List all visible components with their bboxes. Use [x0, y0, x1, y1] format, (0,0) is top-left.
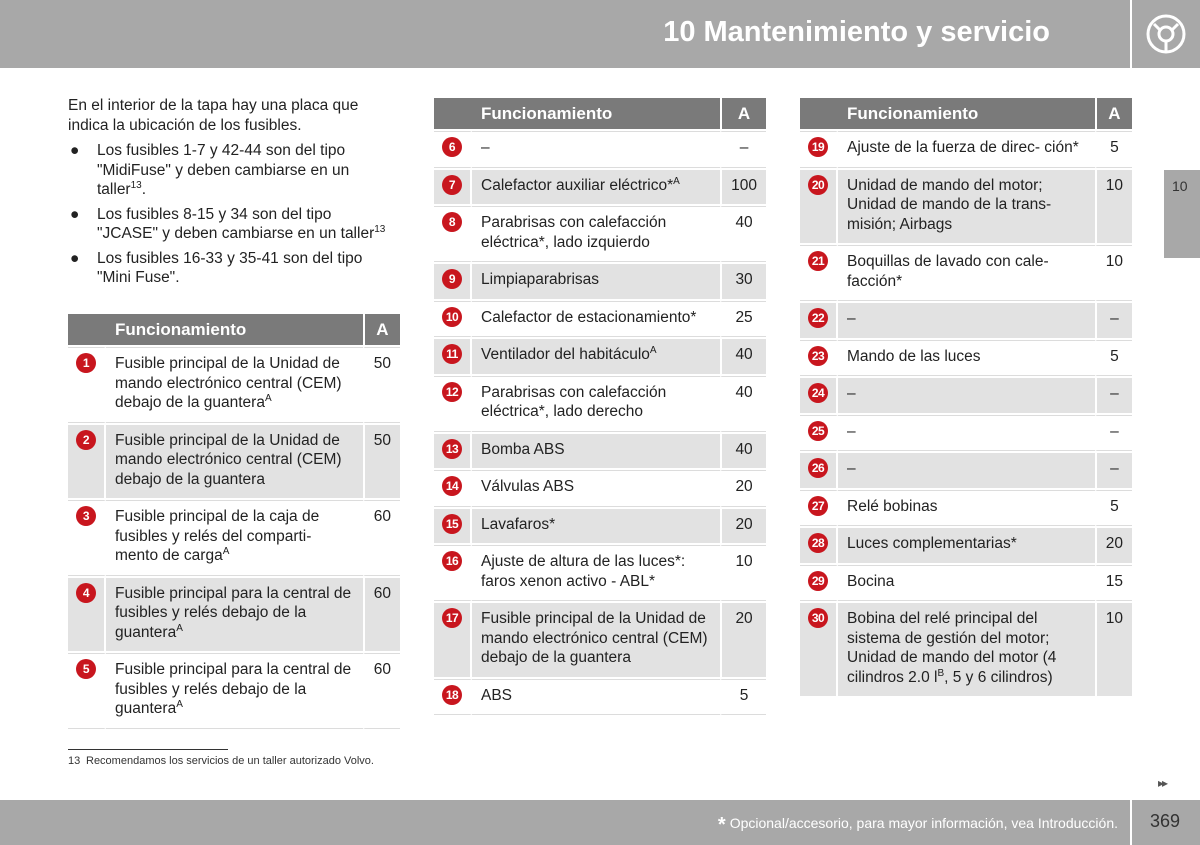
- fuse-amp-cell: 60: [363, 653, 400, 729]
- fuse-function-text: Ajuste de la fuerza de direc- ción*: [847, 139, 1079, 156]
- fuse-function-text: –: [847, 385, 856, 402]
- fuse-function-cell: [838, 453, 1095, 488]
- fuse-amp-cell: –: [720, 131, 766, 168]
- fuse-number-badge: 1: [76, 353, 96, 373]
- fuse-number-badge: 10: [442, 307, 462, 327]
- fuse-function-text: Válvulas ABS: [481, 478, 575, 495]
- fuse-number-cell: [800, 603, 838, 696]
- fuse-amp-cell: 20: [1095, 528, 1132, 563]
- page-number: 369: [1150, 811, 1181, 831]
- fuse-number-badge: 28: [808, 533, 828, 553]
- fuse-footnote-ref: A: [176, 622, 183, 634]
- fuse-row: [68, 578, 400, 652]
- intro-section: [68, 96, 388, 293]
- fuse-function-text: Bomba ABS: [481, 440, 565, 458]
- fuse-function-cell: [106, 500, 363, 576]
- fuse-function-cell: [838, 170, 1095, 244]
- table-header-row: [68, 314, 400, 345]
- fuse-function-cell: [838, 303, 1095, 338]
- footnote: [68, 755, 374, 767]
- bullet-text: Los fusibles 8-15 y 34 son del tipo "JCASE" y deben cambiarse en un taller: [97, 205, 375, 242]
- fuse-amp-cell: 25: [720, 301, 766, 338]
- fuse-amp-cell: 10: [1095, 170, 1132, 244]
- fuse-row: [800, 131, 1132, 168]
- fuse-number-cell: [434, 339, 472, 374]
- fuse-amp-cell: 10: [720, 545, 766, 601]
- fuse-number-cell: [800, 245, 838, 301]
- fuse-row: [434, 131, 766, 168]
- fuse-number-cell: [800, 131, 838, 168]
- fuse-number-badge: 29: [808, 571, 828, 591]
- fuse-number-badge: 15: [442, 514, 462, 534]
- fuse-number-badge: 16: [442, 551, 462, 571]
- fuse-function-cell: [838, 490, 1095, 527]
- fuse-function-text: Parabrisas con calefacción eléctrica*, lado izquierdo: [481, 214, 667, 251]
- fuse-amp-cell: 40: [720, 206, 766, 262]
- fuse-function-cell: [472, 131, 720, 168]
- chapter-title: 10 Mantenimiento y servicio: [663, 16, 1050, 48]
- fuse-function-cell: [472, 170, 720, 205]
- fuse-number-badge: 24: [808, 383, 828, 403]
- fuse-amp-cell: 20: [720, 470, 766, 507]
- fuse-number-cell: [68, 500, 106, 576]
- fuse-number-badge: 19: [808, 137, 828, 157]
- fuse-amp-cell: 20: [720, 603, 766, 677]
- fuse-row: [434, 170, 766, 205]
- fuse-function-cell: [838, 528, 1095, 563]
- fuse-row: [800, 303, 1132, 338]
- wrench-gear-icon: [1144, 12, 1188, 56]
- fuse-function-text: ABS: [481, 686, 513, 704]
- footnote-text: Recomendamos los servicios de un taller autorizado Volvo.: [86, 755, 374, 767]
- fuse-amp-cell: 40: [720, 339, 766, 374]
- fuse-number-badge: 30: [808, 608, 828, 628]
- fuse-function-cell: [472, 545, 720, 601]
- fuse-number-cell: [434, 679, 472, 716]
- bullet-dot-icon: ●: [70, 249, 80, 267]
- fuse-amp-cell: 15: [1095, 565, 1132, 602]
- fuse-number-badge: 8: [442, 212, 462, 232]
- fuse-row: [434, 603, 766, 677]
- fuse-function-text: Calefactor auxiliar eléctrico*: [481, 176, 674, 194]
- header-num-cell: [68, 314, 106, 345]
- chapter-side-tab[interactable]: [1164, 170, 1200, 258]
- chapter-icon-box: [1132, 0, 1200, 68]
- table-header-row: [434, 98, 766, 129]
- fuse-function-cell: [838, 415, 1095, 452]
- fuse-function-text: Relé bobinas: [847, 497, 938, 515]
- fuse-function-cell: [838, 340, 1095, 377]
- fuse-function-cell: [472, 509, 720, 544]
- fuse-row: [800, 170, 1132, 244]
- fuse-type-bullet: [68, 141, 388, 200]
- fuse-row: [800, 415, 1132, 452]
- fuse-row: [434, 206, 766, 262]
- fuse-amp-cell: 5: [1095, 340, 1132, 377]
- fuse-function-cell: [838, 245, 1095, 301]
- fuse-number-badge: 22: [808, 308, 828, 328]
- fuse-function-text: –: [847, 422, 856, 440]
- bullet-text: Los fusibles 16-33 y 35-41 son del tipo "Mini Fuse".: [97, 249, 363, 286]
- fuse-function-text: Fusible principal para la central de fusibles y relés debajo de la guantera: [115, 661, 352, 717]
- fuse-number-cell: [434, 434, 472, 469]
- fuse-row: [800, 603, 1132, 696]
- fuse-number-cell: [800, 565, 838, 602]
- fuse-amp-cell: 10: [1095, 245, 1132, 301]
- footnote-number: 13: [68, 755, 81, 767]
- fuse-number-badge: 23: [808, 346, 828, 366]
- fuse-amp-cell: 40: [720, 434, 766, 469]
- header-amp: A: [720, 98, 766, 129]
- bullet-text: Los fusibles 1-7 y 42-44 son del tipo "MidiFuse" y deben cambiarse en un taller: [97, 142, 350, 198]
- fuse-type-bullet: [68, 205, 388, 244]
- header-num-cell: [434, 98, 472, 129]
- fuse-function-text: –: [481, 139, 490, 156]
- fuse-number-badge: 27: [808, 496, 828, 516]
- fuse-function-text: Lavafaros*: [481, 515, 556, 533]
- fuse-amp-cell: 50: [363, 425, 400, 499]
- fuse-row: [434, 264, 766, 299]
- fuse-row: [800, 340, 1132, 377]
- fuse-function-text: –: [847, 460, 856, 477]
- fuse-function-cell: [106, 347, 363, 423]
- fuse-row: [800, 565, 1132, 602]
- fuse-number-cell: [68, 653, 106, 729]
- fuse-number-badge: 11: [442, 344, 462, 364]
- footer-star: *: [717, 814, 726, 836]
- fuse-amp-cell: 5: [720, 679, 766, 716]
- fuse-number-badge: 26: [808, 458, 828, 478]
- fuse-number-cell: [68, 347, 106, 423]
- fuse-function-text: Fusible principal de la caja de fusibles y relés del comparti- mento de carga: [115, 508, 320, 564]
- fuse-function-text: Fusible principal de la Unidad de mando electrónico central (CEM) debajo de la guantera: [481, 610, 708, 666]
- fuse-function-cell: [472, 206, 720, 262]
- fuse-footnote-ref: A: [673, 175, 680, 187]
- fuse-footnote-ref: A: [176, 698, 183, 710]
- fuse-function-cell: [472, 470, 720, 507]
- fuse-number-badge: 9: [442, 269, 462, 289]
- fuse-amp-cell: 5: [1095, 490, 1132, 527]
- fuse-function-text: –: [847, 310, 856, 327]
- fuse-number-badge: 6: [442, 137, 462, 157]
- fuse-amp-cell: –: [1095, 378, 1132, 413]
- fuse-number-cell: [434, 264, 472, 299]
- fuse-function-cell: [838, 603, 1095, 696]
- fuse-amp-cell: 5: [1095, 131, 1132, 168]
- bullet-dot-icon: ●: [70, 142, 80, 159]
- fuse-number-badge: 17: [442, 608, 462, 628]
- bullet-tail: .: [141, 181, 147, 198]
- header-amp: A: [1095, 98, 1132, 129]
- chapter-side-tab-label: 10: [1172, 178, 1188, 194]
- fuse-number-cell: [68, 578, 106, 652]
- header-amp: A: [363, 314, 400, 345]
- fuse-row: [434, 434, 766, 469]
- footer-text: Opcional/accesorio, para mayor información, vea Introducción.: [729, 815, 1118, 831]
- fuse-function-cell: [472, 339, 720, 374]
- fuse-number-badge: 7: [442, 175, 462, 195]
- table-header-row: [800, 98, 1132, 129]
- fuse-number-cell: [800, 415, 838, 452]
- fuse-number-cell: [800, 340, 838, 377]
- fuse-function-cell: [106, 425, 363, 499]
- fuse-number-cell: [434, 470, 472, 507]
- fuse-number-cell: [434, 509, 472, 544]
- fuse-function-cell: [106, 578, 363, 652]
- footer-note: [718, 814, 1118, 837]
- fuse-row: [68, 347, 400, 423]
- fuse-number-badge: 21: [808, 251, 828, 271]
- fuse-function-cell: [838, 131, 1095, 168]
- fuse-row: [800, 378, 1132, 413]
- fuse-number-cell: [434, 206, 472, 262]
- fuse-row: [434, 679, 766, 716]
- fuse-function-text: Mando de las luces: [847, 347, 981, 365]
- fuse-number-badge: 4: [76, 583, 96, 603]
- fuse-number-cell: [800, 528, 838, 563]
- fuse-function-text: Bobina del relé principal del sistema de gestión del motor; Unidad de mando del motor (4 cilindros 2.0 l: [847, 610, 1057, 686]
- fuse-number-badge: 14: [442, 476, 462, 496]
- fuse-function-text: Bocina: [847, 572, 895, 590]
- fuse-row: [68, 653, 400, 729]
- fuse-amp-cell: 40: [720, 376, 766, 432]
- fuse-table-3: [800, 96, 1132, 698]
- fuse-number-cell: [800, 303, 838, 338]
- fuse-table-2: [434, 96, 766, 717]
- header-function: Funcionamiento: [472, 98, 720, 129]
- fuse-row: [434, 470, 766, 507]
- fuse-amp-cell: –: [1095, 453, 1132, 488]
- fuse-number-cell: [68, 425, 106, 499]
- fuse-function-text: Fusible principal de la Unidad de mando electrónico central (CEM) debajo de la guantera: [115, 431, 342, 488]
- fuse-function-cell: [106, 653, 363, 729]
- continue-arrows-icon[interactable]: ▸▸: [1158, 776, 1167, 790]
- fuse-row: [800, 245, 1132, 301]
- fuse-number-badge: 25: [808, 421, 828, 441]
- fuse-amp-cell: 20: [720, 509, 766, 544]
- fuse-number-cell: [434, 603, 472, 677]
- fuse-number-cell: [434, 545, 472, 601]
- fuse-amp-cell: 60: [363, 500, 400, 576]
- fuse-row: [434, 545, 766, 601]
- fuse-number-badge: 2: [76, 430, 96, 450]
- fuse-row: [434, 301, 766, 338]
- fuse-function-cell: [838, 565, 1095, 602]
- fuse-table-1: [68, 312, 400, 731]
- intro-text: En el interior de la tapa hay una placa que indica la ubicación de los fusibles.: [68, 97, 359, 134]
- fuse-row: [800, 528, 1132, 563]
- fuse-row: [800, 453, 1132, 488]
- fuse-function-text: Unidad de mando del motor; Unidad de mando de la trans- misión; Airbags: [847, 176, 1052, 233]
- fuse-number-cell: [800, 170, 838, 244]
- fuse-function-text: Ventilador del habitáculo: [481, 346, 650, 363]
- fuse-function-cell: [472, 301, 720, 338]
- fuse-number-cell: [800, 378, 838, 413]
- fuse-number-badge: 3: [76, 506, 96, 526]
- fuse-function-tail: , 5 y 6 cilindros): [944, 668, 1053, 686]
- fuse-number-badge: 12: [442, 382, 462, 402]
- fuse-function-text: Limpiaparabrisas: [481, 271, 600, 288]
- fuse-number-cell: [434, 301, 472, 338]
- fuse-amp-cell: 100: [720, 170, 766, 205]
- fuse-number-badge: 20: [808, 175, 828, 195]
- fuse-function-text: Fusible principal para la central de fusibles y relés debajo de la guantera: [115, 584, 352, 641]
- fuse-amp-cell: 50: [363, 347, 400, 423]
- fuse-row: [434, 339, 766, 374]
- fuse-number-cell: [800, 453, 838, 488]
- fuse-footnote-ref: A: [222, 545, 230, 557]
- page-number-box: [1132, 800, 1200, 845]
- fuse-type-bullet: [68, 249, 388, 288]
- page-footer: [0, 800, 1130, 845]
- fuse-amp-cell: 10: [1095, 603, 1132, 696]
- fuse-function-text: Ajuste de altura de las luces*: faros xenon activo - ABL*: [481, 553, 686, 590]
- fuse-number-cell: [800, 490, 838, 527]
- fuse-row: [434, 509, 766, 544]
- fuse-function-cell: [472, 603, 720, 677]
- fuse-row: [800, 490, 1132, 527]
- fuse-footnote-ref: A: [649, 344, 657, 356]
- bullet-dot-icon: ●: [70, 205, 80, 223]
- fuse-number-cell: [434, 376, 472, 432]
- fuse-number-badge: 5: [76, 659, 96, 679]
- fuse-function-text: Fusible principal de la Unidad de mando electrónico central (CEM) debajo de la guantera: [115, 355, 342, 411]
- fuse-type-list: [68, 141, 388, 288]
- fuse-amp-cell: –: [1095, 415, 1132, 452]
- fuse-function-cell: [472, 376, 720, 432]
- fuse-footnote-ref: A: [264, 392, 272, 404]
- fuse-amp-cell: –: [1095, 303, 1132, 338]
- fuse-row: [68, 500, 400, 576]
- fuse-row: [434, 376, 766, 432]
- fuse-number-cell: [434, 131, 472, 168]
- fuse-function-text: Parabrisas con calefacción eléctrica*, lado derecho: [481, 383, 667, 420]
- footnote-ref[interactable]: 13: [130, 179, 142, 191]
- fuse-function-cell: [838, 378, 1095, 413]
- fuse-amp-cell: 30: [720, 264, 766, 299]
- fuse-footnote-ref: B: [937, 667, 945, 679]
- fuse-number-cell: [434, 170, 472, 205]
- fuse-function-cell: [472, 264, 720, 299]
- footnote-divider: [68, 749, 228, 750]
- chapter-header: [0, 0, 1130, 68]
- fuse-function-text: Boquillas de lavado con cale- facción*: [847, 253, 1049, 290]
- fuse-function-cell: [472, 679, 720, 716]
- fuse-function-cell: [472, 434, 720, 469]
- fuse-number-badge: 18: [442, 685, 462, 705]
- fuse-amp-cell: 60: [363, 578, 400, 652]
- fuse-number-badge: 13: [442, 439, 462, 459]
- fuse-function-text: Luces complementarias*: [847, 535, 1017, 552]
- header-function: Funcionamiento: [106, 314, 363, 345]
- header-num-cell: [800, 98, 838, 129]
- header-function: Funcionamiento: [838, 98, 1095, 129]
- fuse-function-text: Calefactor de estacionamiento*: [481, 308, 697, 326]
- footnote-ref[interactable]: 13: [374, 223, 386, 235]
- fuse-row: [68, 425, 400, 499]
